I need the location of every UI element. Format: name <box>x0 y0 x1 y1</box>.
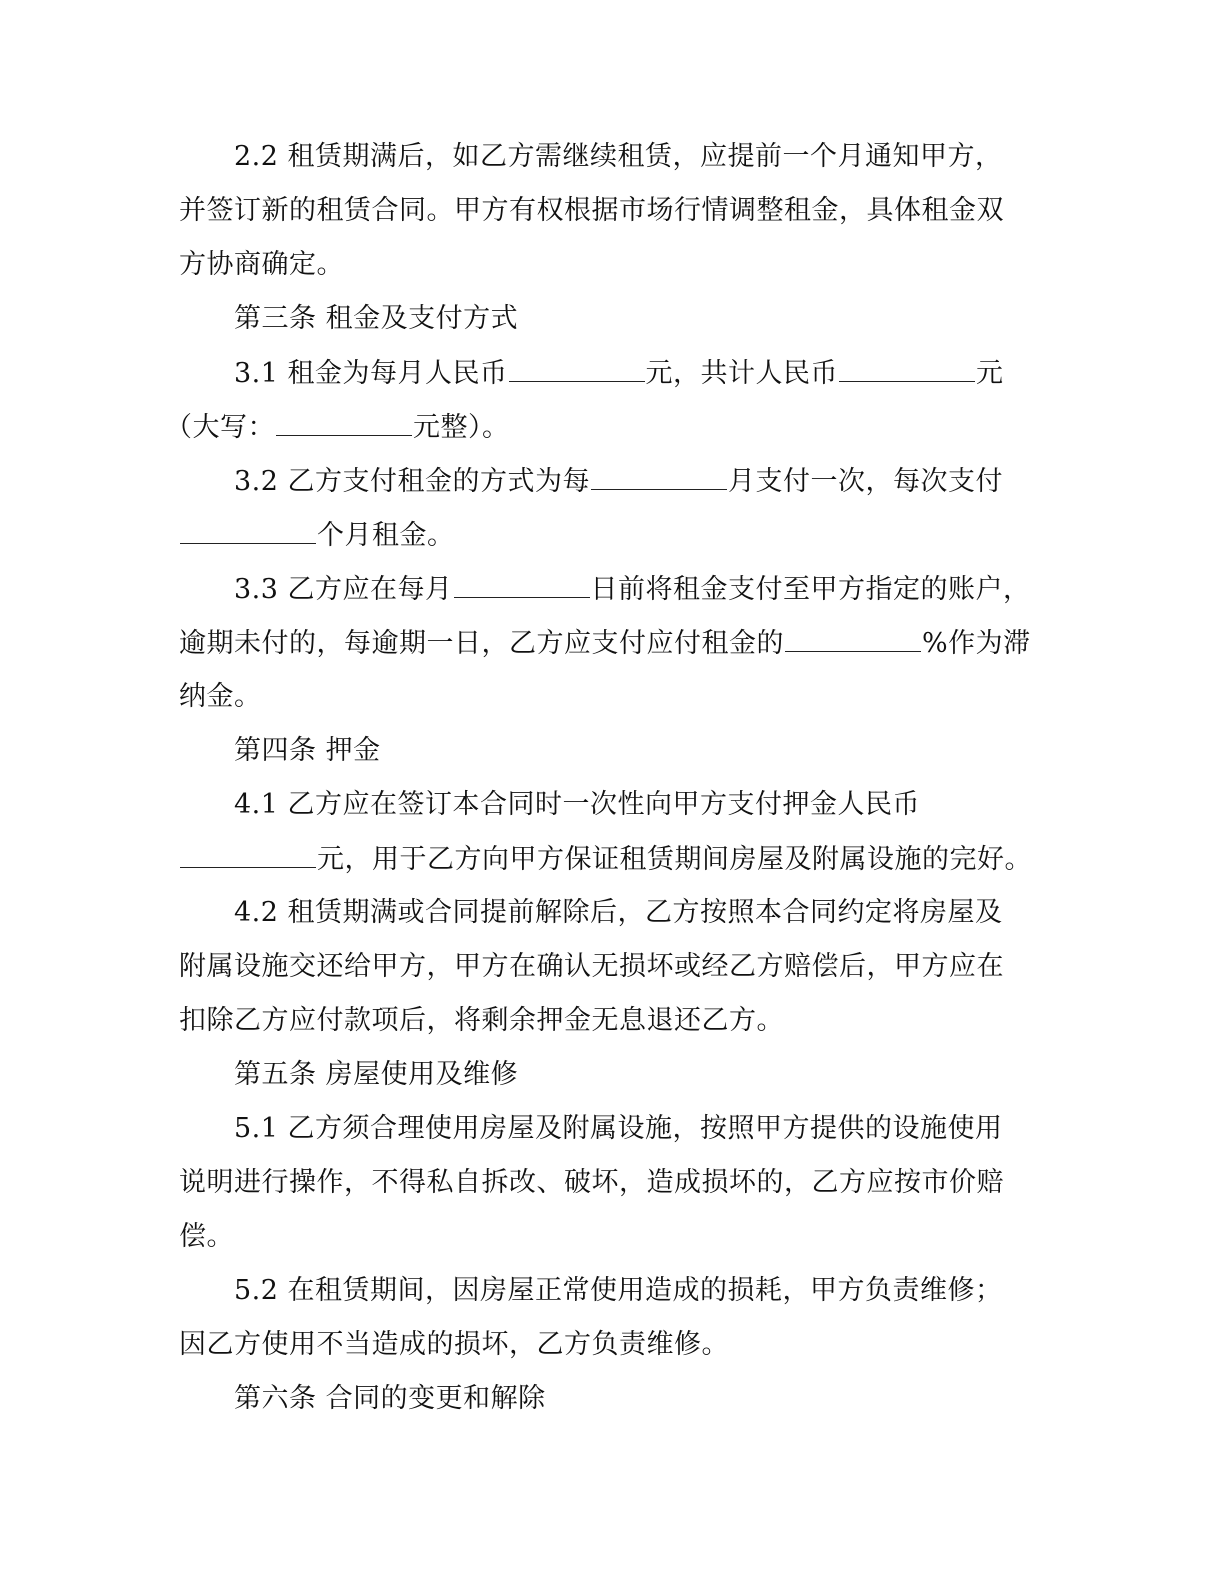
fill-in-blank[interactable] <box>591 463 727 490</box>
text: 纳金。 <box>179 681 262 712</box>
fill-in-blank[interactable] <box>839 355 975 382</box>
clause-4-1-line-1 <box>234 787 920 823</box>
text: 第三条 租金及支付方式 <box>234 303 519 334</box>
text: 因乙方使用不当造成的损坏，乙方负责维修。 <box>179 1329 729 1360</box>
text: 3.1 租金为每月人民币 <box>234 358 508 389</box>
clause-2-2-line-3 <box>179 247 344 283</box>
text: 第四条 押金 <box>234 735 381 766</box>
text: 月支付一次，每次支付 <box>728 466 1004 497</box>
fill-in-blank[interactable] <box>180 517 316 544</box>
fill-in-blank[interactable] <box>180 841 316 868</box>
clause-3-3-line-2 <box>179 625 1031 662</box>
clause-2-2-line-2 <box>179 193 1004 229</box>
text: 元整）。 <box>413 412 510 443</box>
clause-5-1-line-3 <box>179 1219 234 1255</box>
clause-3-2-line-1 <box>234 463 1003 500</box>
fill-in-blank[interactable] <box>276 409 412 436</box>
text: 逾期未付的，每逾期一日，乙方应支付应付租金的 <box>179 628 784 659</box>
clause-3-2-line-2 <box>179 517 455 554</box>
clause-2-2-line-1 <box>234 139 1003 175</box>
text: 附属设施交还给甲方，甲方在确认无损坏或经乙方赔偿后，甲方应在 <box>179 951 1004 982</box>
fill-in-blank[interactable] <box>785 625 921 652</box>
text: 4.2 租赁期满或合同提前解除后，乙方按照本合同约定将房屋及 <box>234 897 1003 928</box>
clause-5-1-line-2 <box>179 1165 1004 1201</box>
text: 日前将租金支付至甲方指定的账户， <box>590 574 1031 605</box>
text: 方协商确定。 <box>179 249 344 280</box>
clause-5-2-line-1 <box>234 1273 1003 1309</box>
article-5-heading <box>234 1057 518 1093</box>
text: 扣除乙方应付款项后，将剩余押金无息退还乙方。 <box>179 1005 784 1036</box>
clause-5-2-line-2 <box>179 1327 729 1363</box>
text: 第五条 房屋使用及维修 <box>234 1059 519 1090</box>
text: 第六条 合同的变更和解除 <box>234 1383 546 1414</box>
text: （大写： <box>165 412 275 443</box>
article-6-heading <box>234 1381 546 1417</box>
text: 4.1 乙方应在签订本合同时一次性向甲方支付押金人民币 <box>234 789 921 820</box>
fill-in-blank[interactable] <box>454 571 590 598</box>
text: 元，共计人民币 <box>645 358 839 389</box>
text: 5.1 乙方须合理使用房屋及附属设施，按照甲方提供的设施使用 <box>234 1113 1003 1144</box>
clause-4-2-line-1 <box>234 895 1003 931</box>
clause-3-1-line-2 <box>165 409 510 446</box>
text: 3.3 乙方应在每月 <box>234 574 453 605</box>
text: 并签订新的租赁合同。甲方有权根据市场行情调整租金，具体租金双 <box>179 195 1004 226</box>
clause-5-1-line-1 <box>234 1111 1003 1147</box>
text: 个月租金。 <box>317 520 455 551</box>
fill-in-blank[interactable] <box>509 355 645 382</box>
clause-4-2-line-3 <box>179 1003 784 1039</box>
article-3-heading <box>234 301 518 337</box>
clause-3-3-line-3 <box>179 679 262 715</box>
text: 说明进行操作，不得私自拆改、破坏，造成损坏的，乙方应按市价赔 <box>179 1167 1004 1198</box>
clause-4-1-line-2 <box>179 841 1032 878</box>
text: 元，用于乙方向甲方保证租赁期间房屋及附属设施的完好。 <box>317 844 1032 875</box>
text: 元 <box>976 358 1004 389</box>
text: 偿。 <box>179 1221 234 1252</box>
clause-3-1-line-1 <box>234 355 1004 392</box>
text: %作为滞 <box>922 628 1031 659</box>
text: 3.2 乙方支付租金的方式为每 <box>234 466 591 497</box>
article-4-heading <box>234 733 381 769</box>
text: 5.2 在租赁期间，因房屋正常使用造成的损耗，甲方负责维修； <box>234 1275 1003 1306</box>
clause-4-2-line-2 <box>179 949 1004 985</box>
clause-3-3-line-1 <box>234 571 1031 608</box>
text: 2.2 租赁期满后，如乙方需继续租赁，应提前一个月通知甲方， <box>234 141 1003 172</box>
